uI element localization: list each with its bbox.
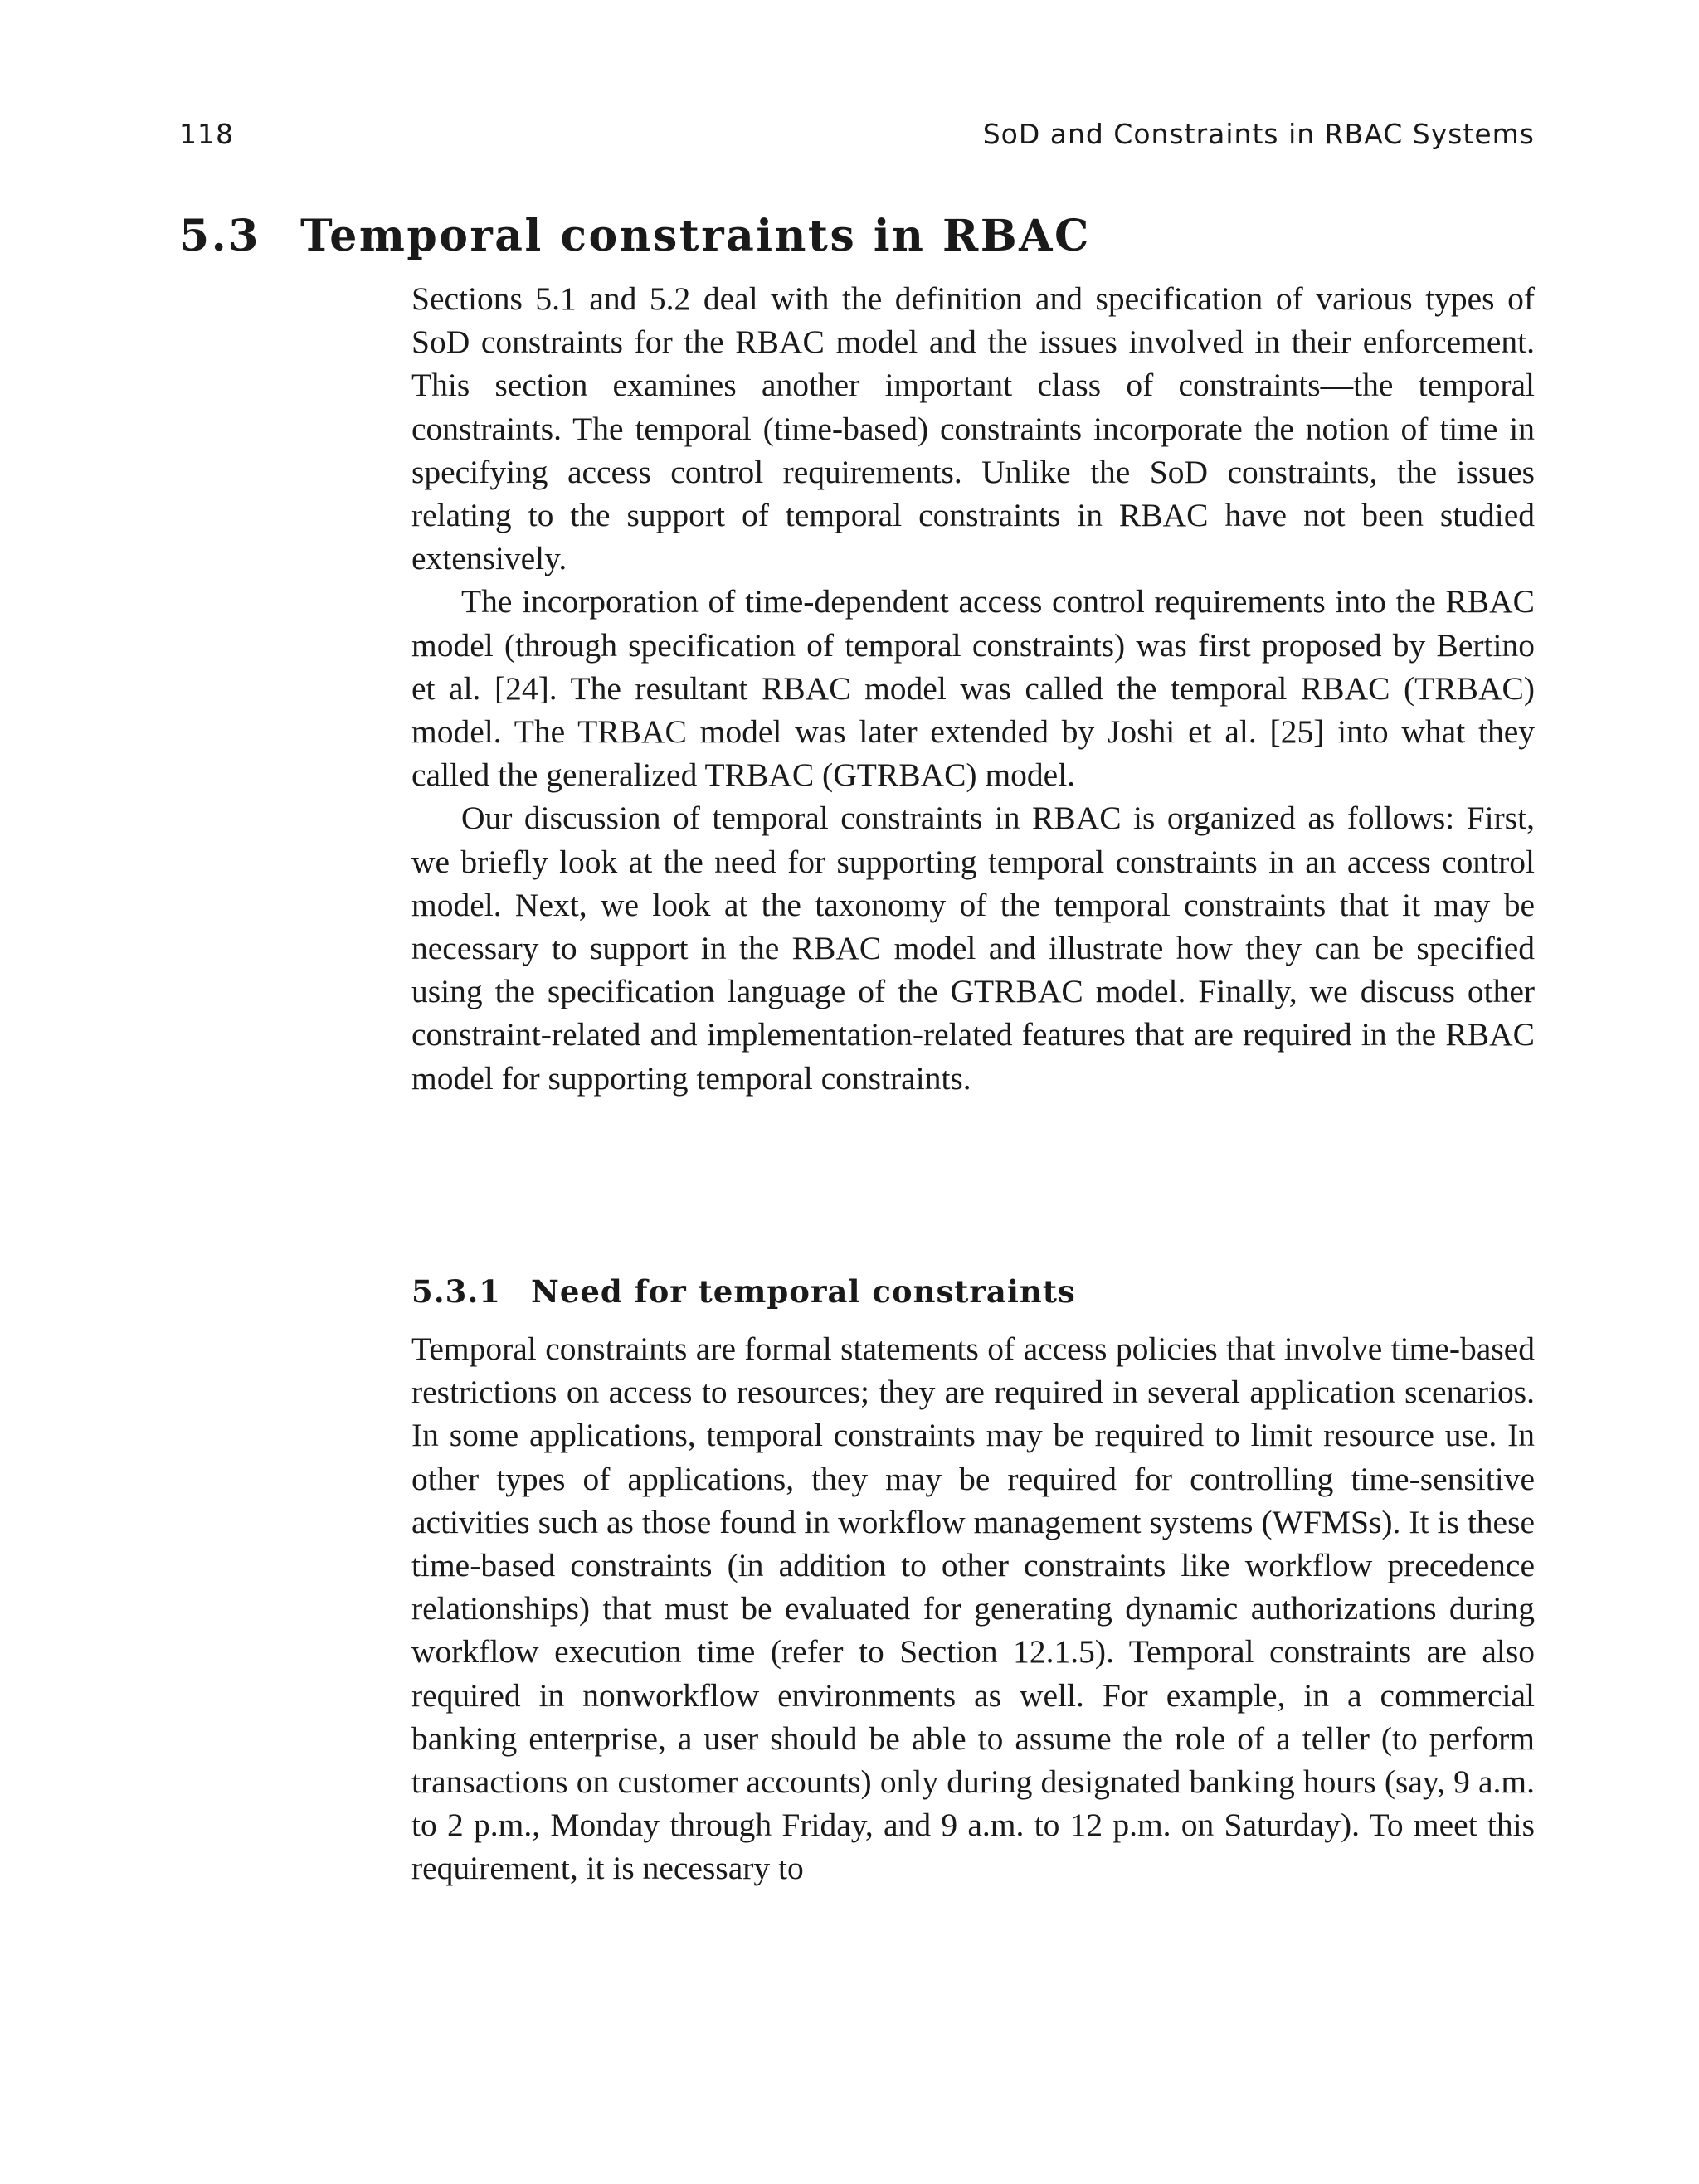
section-body — [411, 277, 1535, 1100]
section-number: 5.3 — [179, 211, 260, 261]
section-heading — [179, 211, 1535, 261]
section-title: Temporal constraints in RBAC — [300, 211, 1091, 261]
paragraph: Our discussion of temporal constraints in RBAC is organized as follows: First, we briefly look at the need for supporting temporal constraints in an access control model. Next, we look at the taxonomy of the temporal constraints that it may be necessary to support in the RBAC model and illustrate how they can be specified using the specification language of the GTRBAC model. Finally, we discuss other constraint-related and implementation-related features that are required in the RBAC model for supporting temporal constraints. — [411, 800, 1535, 1097]
subsection-heading — [411, 1273, 1535, 1310]
subsection-body — [411, 1327, 1535, 1890]
subsection-title: Need for temporal constraints — [531, 1273, 1076, 1310]
running-head — [179, 118, 1535, 159]
page-number: 118 — [179, 118, 234, 150]
paragraph: Temporal constraints are formal statements of access policies that involve time-based restrictions on access to resources; they are required in several application scenarios. In some applications, temporal constraints may be required to limit resource use. In other types of applications, they may be required for controlling time-sensitive activities such as those found in workflow management systems (WFMSs). It is these time-based constraints (in addition to other constraints like workflow precedence relationships) that must be evaluated for generating dynamic authorizations during workflow execution time (refer to Section 12.1.5). Temporal constraints are also required in nonworkflow environments as well. For example, in a commercial banking enterprise, a user should be able to assume the role of a teller (to perform transactions on customer accounts) only during designated banking hours (say, 9 a.m. to 2 p.m., Monday through Friday, and 9 a.m. to 12 p.m. on Saturday). To meet this requirement, it is necessary to — [411, 1330, 1535, 1887]
paragraph: The incorporation of time-dependent access control requirements into the RBAC model (through specification of temporal constraints) was first proposed by Bertino et al. [24]. The resultant RBAC model was called the temporal RBAC (TRBAC) model. The TRBAC model was later extended by Joshi et al. [25] into what they called the generalized TRBAC (GTRBAC) model. — [411, 583, 1535, 794]
running-title: SoD and Constraints in RBAC Systems — [982, 118, 1535, 150]
subsection-number: 5.3.1 — [411, 1273, 501, 1310]
paragraph: Sections 5.1 and 5.2 deal with the definition and specification of various types of SoD constraints for the RBAC model and the issues involved in their enforcement. This section examines another important class of constraints—the temporal constraints. The temporal (time-based) constraints incorporate the notion of time in specifying access control requirements. Unlike the SoD constraints, the issues relating to the support of temporal constraints in RBAC have not been studied extensively. — [411, 280, 1535, 577]
